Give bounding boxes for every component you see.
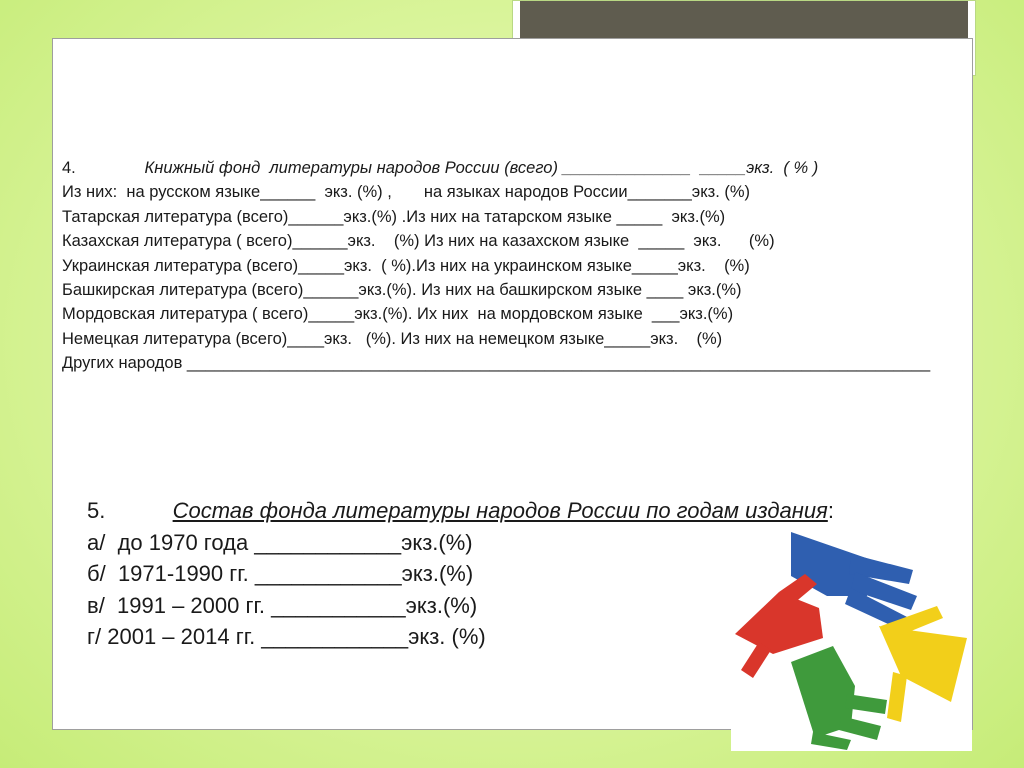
- section-4-line: Украинская литература (всего)_____экз. ( %).Из них на украинском языке_____экз. (%): [62, 256, 750, 275]
- section-4-heading: [62, 156, 967, 180]
- section-5-line: в/ 1991 – 2000 гг. ___________экз.(%): [87, 592, 478, 618]
- section-5-line: б/ 1971-1990 гг. ____________экз.(%): [87, 561, 474, 586]
- section-4-line: Башкирская литература (всего)______экз.(%). Из них на башкирском языке ____ экз.(%): [62, 281, 742, 300]
- section-5-line: а/ до 1970 года ____________экз.(%): [87, 529, 473, 555]
- section-4-line: Мордовская литература ( всего)_____экз.(%). Их них на мордовском языке ___экз.(%): [62, 305, 734, 324]
- four-hands-logo-icon: [731, 526, 972, 751]
- section-4-line: Других народов _________________________________________________________________________________: [62, 354, 931, 373]
- hand-red-finger: [741, 642, 771, 678]
- section-5-number: 5.: [87, 498, 106, 523]
- section-4-title: Книжный фонд литературы народов России (всего): [144, 159, 563, 177]
- hand-green-finger: [811, 732, 851, 750]
- section-4-block: [62, 156, 967, 376]
- section-4-line: Из них: на русском языке______ экз. (%) , на языках народов России_______экз. (%): [62, 183, 751, 202]
- section-5-colon: :: [827, 498, 834, 523]
- hand-green-finger: [839, 716, 881, 740]
- section-5-heading: [87, 495, 1017, 527]
- hand-yellow-finger: [887, 672, 907, 722]
- hand-green-icon: [791, 646, 887, 750]
- hand-red-palm: [735, 592, 823, 654]
- section-4-line: Татарская литература (всего)______экз.(%) .Из них на татарском языке _____ экз.(%): [62, 207, 726, 226]
- section-4-title-blank: ______________ _____экз. ( % ): [562, 159, 819, 177]
- section-4-line: Казахская литература ( всего)______экз. (%) Из них на казахском языке _____ экз. (%): [62, 232, 775, 251]
- section-4-line: Немецкая литература (всего)____экз. (%). Из них на немецком языке_____экз. (%): [62, 329, 723, 348]
- hand-yellow-icon: [879, 606, 967, 722]
- four-hands-logo-svg: [731, 526, 972, 751]
- section-5-title: Состав фонда литературы народов России по годам издания: [172, 498, 828, 523]
- section-4-number: 4.: [62, 159, 76, 177]
- section-5-line: г/ 2001 – 2014 гг. ____________экз. (%): [87, 624, 486, 649]
